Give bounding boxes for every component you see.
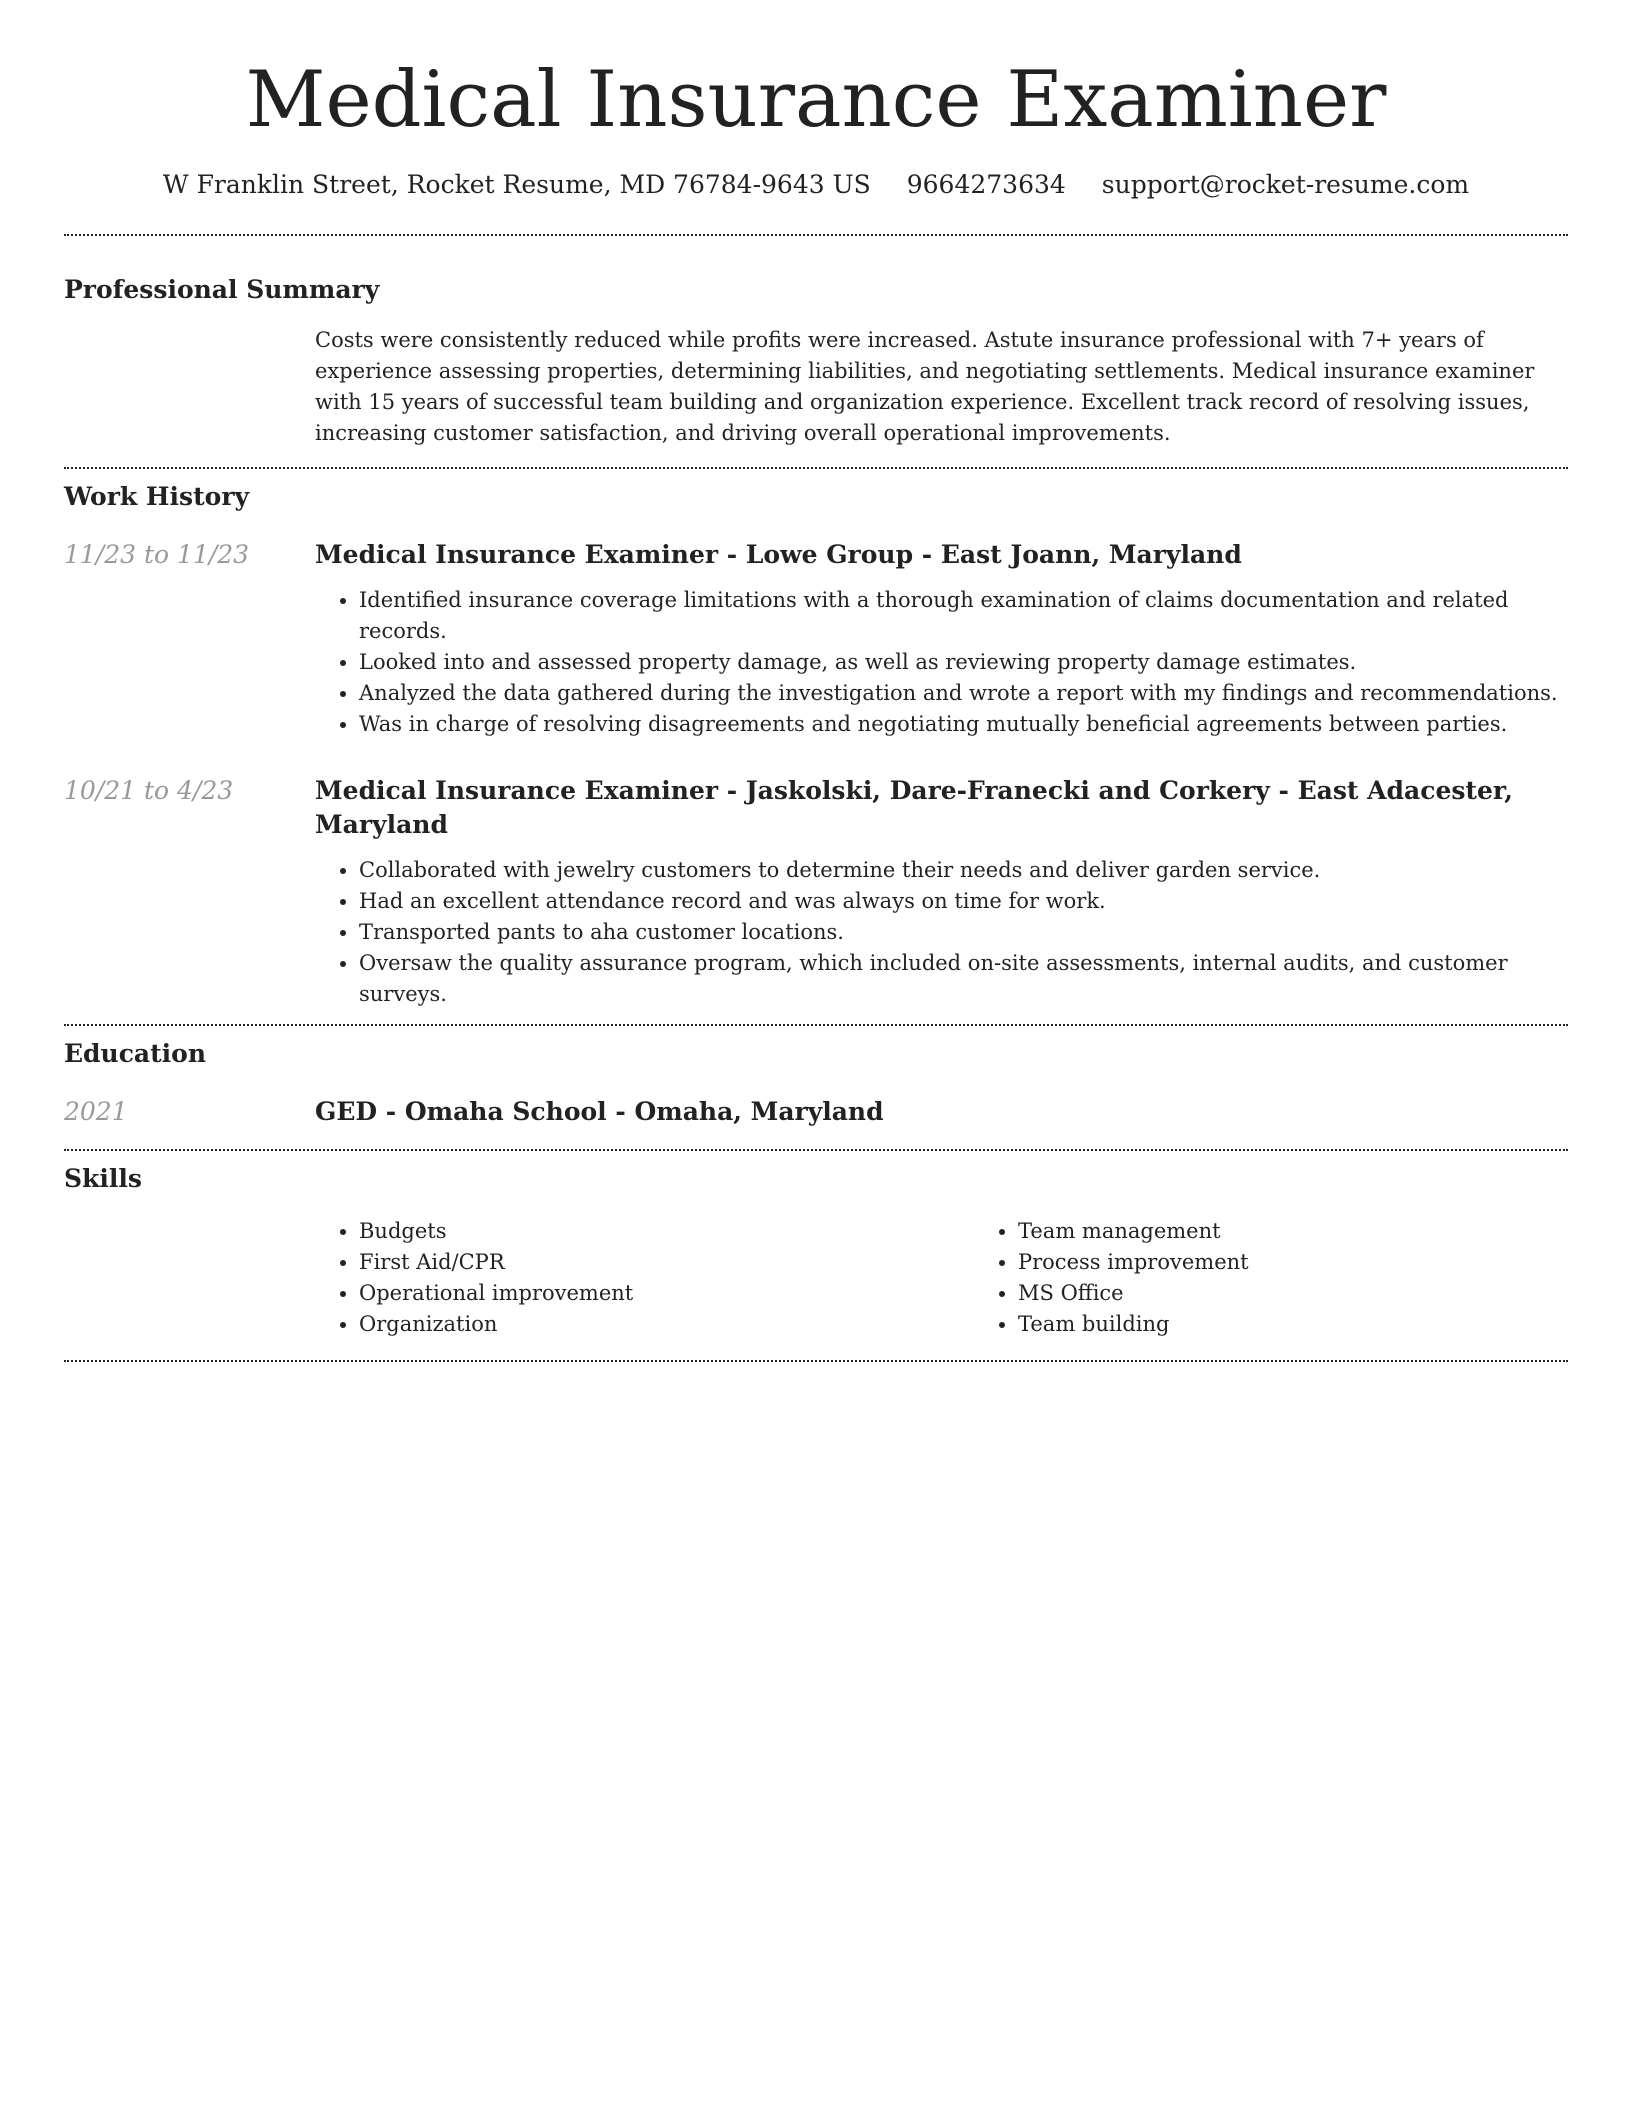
- skill-item: • Process improvement: [1018, 1247, 1632, 1278]
- skills-divider: [64, 1360, 1568, 1362]
- job-bullets: [315, 855, 1568, 1010]
- job-bullet: • Analyzed the data gathered during the investigation and wrote a report with my findings and recommendations.: [359, 678, 1568, 709]
- work-title: Work History: [64, 482, 250, 511]
- skill-item: • Team building: [1018, 1309, 1632, 1340]
- summary-section: [64, 236, 1568, 449]
- contact-phone: 9664273634: [906, 170, 1066, 199]
- skills-section: [64, 1151, 1568, 1340]
- job-bullets: [315, 585, 1568, 740]
- education-year: 2021: [64, 1097, 128, 1126]
- education-title: Education: [64, 1039, 207, 1068]
- contact-email: support@rocket-resume.com: [1101, 170, 1470, 199]
- work-section: [64, 469, 1568, 1010]
- candidate-name: Medical Insurance Examiner: [245, 55, 1387, 145]
- contact-address: W Franklin Street, Rocket Resume, MD 76784-9643 US: [162, 170, 871, 199]
- job-dates: 10/21 to 4/23: [64, 776, 234, 805]
- resume-page: [64, 0, 1568, 1362]
- job-bullet: • Was in charge of resolving disagreements and negotiating mutually beneficial agreements between parties.: [359, 709, 1568, 740]
- skill-item: • Budgets: [359, 1216, 974, 1247]
- education-section: [64, 1026, 1568, 1129]
- skill-item: • MS Office: [1018, 1278, 1632, 1309]
- job-bullet: • Looked into and assessed property damage, as well as reviewing property damage estimates.: [359, 647, 1568, 678]
- job-bullet: • Transported pants to aha customer locations.: [359, 917, 1568, 948]
- job-entry: [64, 538, 1568, 740]
- education-entry: [64, 1095, 1568, 1129]
- skill-item: • Team management: [1018, 1216, 1632, 1247]
- job-dates: 11/23 to 11/23: [64, 540, 250, 569]
- summary-text: Costs were consistently reduced while profits were increased. Astute insurance professional with 7+ years of experience assessing properties, determining liabilities, and negotiating settlements. Medical insurance examiner with 15 years of successful team building and organization experience. Excellent track record of resolving issues, increasing customer satisfaction, and driving overall operational improvements.: [315, 328, 1535, 445]
- job-bullet: • Identified insurance coverage limitations with a thorough examination of claims documentation and related records.: [359, 585, 1568, 647]
- skill-item: • First Aid/CPR: [359, 1247, 974, 1278]
- skills-list-left: [315, 1216, 974, 1340]
- education-heading: GED - Omaha School - Omaha, Maryland: [315, 1097, 884, 1126]
- job-bullet: • Had an excellent attendance record and was always on time for work.: [359, 886, 1568, 917]
- contact-line: [64, 168, 1568, 202]
- job-bullet: • Collaborated with jewelry customers to determine their needs and deliver garden service.: [359, 855, 1568, 886]
- job-heading: Medical Insurance Examiner - Lowe Group - East Joann, Maryland: [315, 540, 1242, 569]
- job-bullet: • Oversaw the quality assurance program, which included on-site assessments, internal audits, and customer surveys.: [359, 948, 1568, 1010]
- job-heading: Medical Insurance Examiner - Jaskolski, Dare-Franecki and Corkery - East Adacester, Maryland: [315, 776, 1513, 839]
- skills-title: Skills: [64, 1164, 142, 1193]
- skill-item: • Organization: [359, 1309, 974, 1340]
- job-entry: [64, 774, 1568, 1010]
- skills-list-right: [974, 1216, 1632, 1340]
- summary-title: Professional Summary: [64, 275, 380, 304]
- skill-item: • Operational improvement: [359, 1278, 974, 1309]
